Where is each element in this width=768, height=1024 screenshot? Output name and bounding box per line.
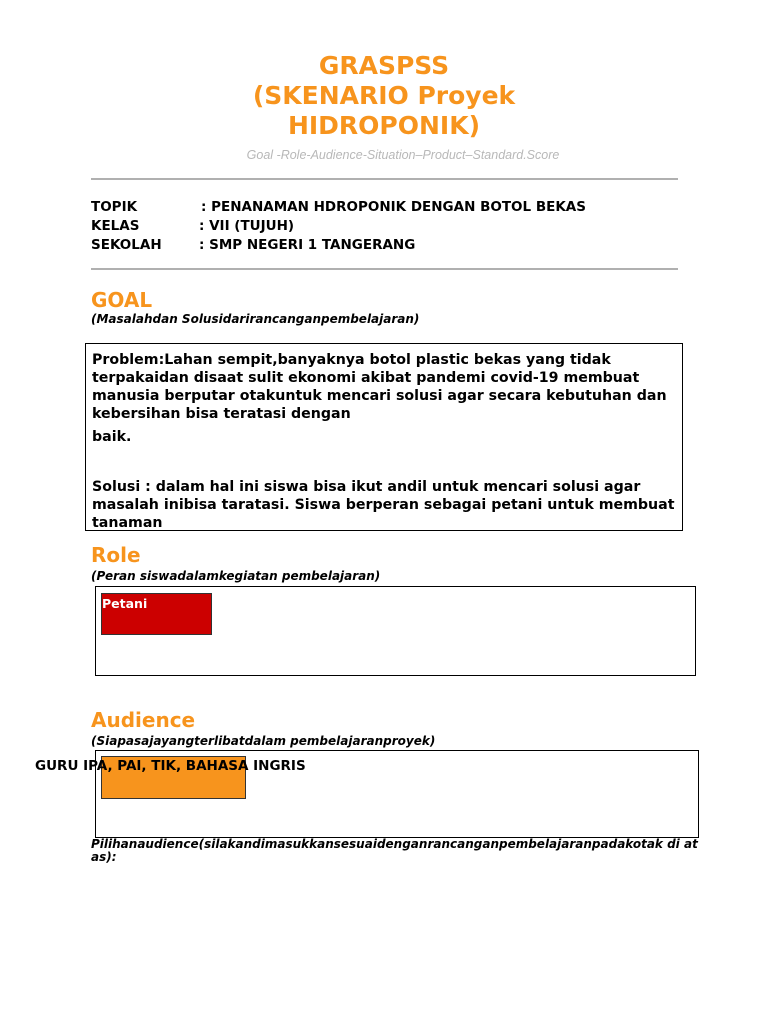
role-title: Role bbox=[91, 543, 141, 567]
info-label: KELAS bbox=[91, 218, 140, 234]
doc-subtitle: Goal -Role-Audience-Situation–Product–Standard.Score bbox=[246, 148, 560, 162]
audience-note: Pilihanaudience(silakandimasukkansesuaidenganrancanganpembelajaranpadakotak di atas): bbox=[91, 837, 698, 864]
role-value-badge: Petani bbox=[101, 593, 212, 635]
audience-value: GURU IPA, PAI, TIK, BAHASA INGRIS bbox=[35, 758, 306, 774]
goal-textbox[interactable] bbox=[85, 343, 683, 531]
role-subtitle: (Peran siswadalamkegiatan pembelajaran) bbox=[91, 569, 381, 583]
info-value: : VII (TUJUH) bbox=[199, 218, 295, 234]
divider-bottom bbox=[91, 268, 678, 270]
info-value: : SMP NEGERI 1 TANGERANG bbox=[199, 237, 416, 253]
goal-title: GOAL bbox=[91, 288, 153, 312]
info-value: : PENANAMAN HDROPONIK DENGAN BOTOL BEKAS bbox=[201, 199, 586, 215]
goal-subtitle: (Masalahdan Solusidarirancanganpembelajaran) bbox=[91, 312, 420, 326]
goal-problem-end: baik. bbox=[92, 429, 132, 445]
goal-problem: Problem:Lahan sempit,banyaknya botol plastic bekas yang tidak terpakaidan disaat sulit ekonomi akibat pandemi covid-19 membuat manusia berputar otakuntuk mencari solusi agar secara kebutuhan dan kebersihan bisa teratasi dengan bbox=[92, 352, 667, 422]
doc-title-line-1: GRASPSS bbox=[318, 51, 450, 80]
divider-top bbox=[91, 178, 678, 180]
info-label: TOPIK bbox=[91, 199, 138, 215]
audience-title: Audience bbox=[91, 708, 196, 732]
goal-solution: Solusi : dalam hal ini siswa bisa ikut andil untuk mencari solusi agar masalah inibisa taratasi. Siswa berperan sebagai petani untuk membuat tanaman bbox=[92, 479, 675, 531]
audience-subtitle: (Siapasajayangterlibatdalam pembelajaranproyek) bbox=[91, 734, 436, 748]
doc-title-line-2: (SKENARIO Proyek bbox=[252, 81, 516, 110]
info-label: SEKOLAH bbox=[91, 237, 162, 253]
doc-title-line-3: HIDROPONIK) bbox=[287, 111, 481, 140]
